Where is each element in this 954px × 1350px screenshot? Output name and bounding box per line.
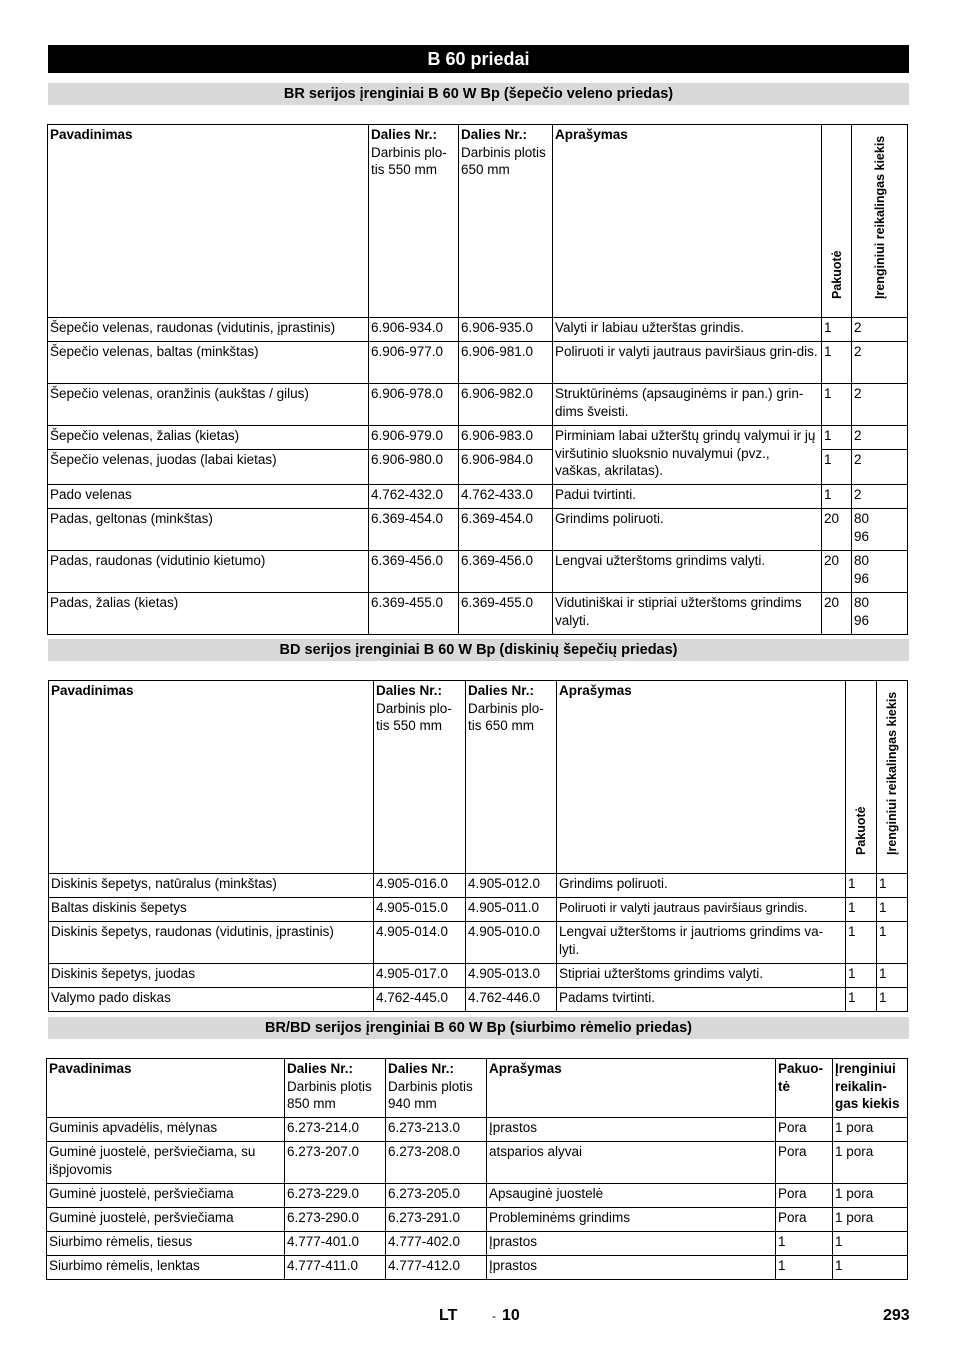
cell-name: Diskinis šepetys, raudonas (vidutinis, įprastinis) [49, 922, 374, 964]
table-header-row [48, 125, 908, 318]
cell-part2: 4.905-012.0 [466, 874, 557, 898]
cell-part1: 4.777-411.0 [285, 1256, 386, 1280]
cell-desc: Įprastos [487, 1256, 776, 1280]
cell-part2: 6.273-205.0 [386, 1184, 487, 1208]
cell-name: Padas, raudonas (vidutinio kietumo) [48, 551, 369, 593]
col-part1-header: Dalies Nr.: Darbinis plotis 850 mm [285, 1059, 386, 1118]
cell-name: Šepečio velenas, juodas (labai kietas) [48, 450, 369, 485]
cell-desc: Poliruoti ir valyti jautraus paviršiaus grindis. [557, 898, 846, 922]
cell-part1: 6.906-978.0 [369, 384, 459, 426]
cell-desc: Probleminėms grindims [487, 1208, 776, 1232]
cell-part1: 6.273-214.0 [285, 1118, 386, 1142]
table-row [48, 593, 908, 635]
cell-pack: 1 [846, 922, 877, 964]
cell-pack: Pora [776, 1208, 833, 1232]
cell-part1: 4.905-017.0 [374, 964, 466, 988]
cell-desc: Grindims poliruoti. [557, 874, 846, 898]
cell-part1: 6.906-979.0 [369, 426, 459, 450]
cell-part1: 6.369-454.0 [369, 509, 459, 551]
cell-part2: 4.905-011.0 [466, 898, 557, 922]
cell-part2: 6.369-456.0 [459, 551, 553, 593]
cell-name: Šepečio velenas, oranžinis (aukštas / gilus) [48, 384, 369, 426]
cell-part2: 4.905-013.0 [466, 964, 557, 988]
cell-pack: 1 [822, 384, 852, 426]
cell-desc: Valyti ir labiau užterštas grindis. [553, 318, 822, 342]
cell-name: Šepečio velenas, raudonas (vidutinis, įprastinis) [48, 318, 369, 342]
cell-name: Baltas diskinis šepetys [49, 898, 374, 922]
cell-desc: Padams tvirtinti. [557, 988, 846, 1012]
cell-part2: 4.762-446.0 [466, 988, 557, 1012]
cell-desc: Įprastos [487, 1232, 776, 1256]
cell-desc: Struktūrinėms (apsauginėms ir pan.) grin-dims šveisti. [553, 384, 822, 426]
cell-part2: 6.906-935.0 [459, 318, 553, 342]
col-qty-header: Įrenginiui reikalingas kiekis [877, 681, 908, 874]
cell-qty: 80 96 [852, 509, 908, 551]
cell-qty: 2 [852, 318, 908, 342]
cell-pack: Pora [776, 1142, 833, 1184]
col-name-header: Pavadinimas [49, 681, 374, 874]
table-row [48, 342, 908, 384]
cell-qty: 2 [852, 426, 908, 450]
cell-part2: 6.369-454.0 [459, 509, 553, 551]
cell-qty: 1 pora [833, 1208, 908, 1232]
cell-pack: Pora [776, 1184, 833, 1208]
cell-part1: 4.905-014.0 [374, 922, 466, 964]
cell-name: Pado velenas [48, 485, 369, 509]
cell-desc: Apsauginė juostelė [487, 1184, 776, 1208]
cell-name: Šepečio velenas, baltas (minkštas) [48, 342, 369, 384]
cell-name: Valymo pado diskas [49, 988, 374, 1012]
cell-part2: 6.906-981.0 [459, 342, 553, 384]
cell-qty: 1 pora [833, 1118, 908, 1142]
section-heading-bd: BD serijos įrenginiai B 60 W Bp (diskinių šepečių priedas) [48, 639, 909, 661]
cell-part1: 6.369-456.0 [369, 551, 459, 593]
cell-part2: 6.906-982.0 [459, 384, 553, 426]
cell-part1: 6.273-229.0 [285, 1184, 386, 1208]
cell-desc: Lengvai užterštoms grindims valyti. [553, 551, 822, 593]
cell-desc: Padui tvirtinti. [553, 485, 822, 509]
table-row [48, 384, 908, 426]
cell-qty: 2 [852, 485, 908, 509]
cell-part2: 6.273-291.0 [386, 1208, 487, 1232]
cell-qty: 1 pora [833, 1142, 908, 1184]
cell-pack: 1 [776, 1232, 833, 1256]
table-row [47, 1208, 908, 1232]
cell-name: Siurbimo rėmelis, tiesus [47, 1232, 285, 1256]
col-pack-header: Pakuotė [846, 681, 877, 874]
table-header-row [47, 1059, 908, 1118]
cell-part1: 6.273-290.0 [285, 1208, 386, 1232]
cell-pack: 1 [846, 964, 877, 988]
section-heading-br: BR serijos įrenginiai B 60 W Bp (šepečio veleno priedas) [48, 83, 909, 105]
cell-pack: 1 [822, 318, 852, 342]
cell-pack: 1 [846, 988, 877, 1012]
cell-name: Diskinis šepetys, juodas [49, 964, 374, 988]
cell-part2: 6.906-983.0 [459, 426, 553, 450]
col-part2-header: Dalies Nr.: Darbinis plotis 940 mm [386, 1059, 487, 1118]
cell-part1: 6.906-980.0 [369, 450, 459, 485]
footer-section-number: 10 [502, 1307, 520, 1324]
cell-qty: 1 [877, 988, 908, 1012]
table-row [48, 551, 908, 593]
cell-part2: 6.273-208.0 [386, 1142, 487, 1184]
cell-part2: 4.777-412.0 [386, 1256, 487, 1280]
cell-qty: 1 [877, 874, 908, 898]
table-row [48, 485, 908, 509]
col-desc-header: Aprašymas [487, 1059, 776, 1118]
cell-part2: 6.273-213.0 [386, 1118, 487, 1142]
cell-pack: 1 [846, 898, 877, 922]
cell-part1: 4.905-016.0 [374, 874, 466, 898]
table-row [48, 426, 908, 450]
cell-qty: 1 [833, 1232, 908, 1256]
table-row [49, 988, 908, 1012]
cell-part1: 6.369-455.0 [369, 593, 459, 635]
table-header-row [49, 681, 908, 874]
cell-pack: 1 [776, 1256, 833, 1280]
cell-desc: Lengvai užterštoms ir jautrioms grindims va-lyti. [557, 922, 846, 964]
col-qty-header: Įrenginiui reikalingas kiekis [852, 125, 908, 318]
footer-page-number: 293 [883, 1307, 910, 1324]
cell-pack: 1 [822, 426, 852, 450]
cell-part2: 6.369-455.0 [459, 593, 553, 635]
cell-pack: 1 [822, 342, 852, 384]
footer-dash: - [492, 1309, 496, 1323]
col-pack-header: Pakuotė [822, 125, 852, 318]
col-part2-header: Dalies Nr.: Darbinis plo-tis 650 mm [466, 681, 557, 874]
cell-qty: 1 pora [833, 1184, 908, 1208]
table-row [49, 964, 908, 988]
cell-qty: 2 [852, 450, 908, 485]
col-part1-header: Dalies Nr.: Darbinis plo-tis 550 mm [369, 125, 459, 318]
suction-frame-table [46, 1058, 908, 1280]
cell-part1: 6.273-207.0 [285, 1142, 386, 1184]
cell-name: Guminė juostelė, peršviečiama [47, 1208, 285, 1232]
footer-language: LT [439, 1307, 458, 1324]
cell-name: Guminė juostelė, peršviečiama, su išpjovomis [47, 1142, 285, 1184]
cell-desc: Poliruoti ir valyti jautraus paviršiaus grin-dis. [553, 342, 822, 384]
table-row [47, 1184, 908, 1208]
cell-desc: Pirminiam labai užterštų grindų valymui ir jų viršutinio sluoksnio nuvalymui (pvz., vaškas, akrilatas). [553, 426, 822, 485]
cell-qty: 1 [833, 1256, 908, 1280]
cell-qty: 2 [852, 342, 908, 384]
col-pack-header: Pakuo-tė [776, 1059, 833, 1118]
cell-qty: 80 96 [852, 593, 908, 635]
cell-qty: 80 96 [852, 551, 908, 593]
cell-name: Siurbimo rėmelis, lenktas [47, 1256, 285, 1280]
cell-part1: 6.906-977.0 [369, 342, 459, 384]
cell-qty: 2 [852, 384, 908, 426]
cell-desc: Grindims poliruoti. [553, 509, 822, 551]
cell-part1: 4.762-445.0 [374, 988, 466, 1012]
cell-name: Diskinis šepetys, natūralus (minkštas) [49, 874, 374, 898]
cell-desc: atsparios alyvai [487, 1142, 776, 1184]
col-qty-header: Įrenginiui reikalin-gas kiekis [833, 1059, 908, 1118]
table-row [49, 874, 908, 898]
cell-name: Guminė juostelė, peršviečiama [47, 1184, 285, 1208]
col-part1-header: Dalies Nr.: Darbinis plo-tis 550 mm [374, 681, 466, 874]
table-row [48, 318, 908, 342]
cell-pack: 20 [822, 551, 852, 593]
table-row [47, 1118, 908, 1142]
table-row [49, 898, 908, 922]
cell-part1: 6.906-934.0 [369, 318, 459, 342]
cell-qty: 1 [877, 898, 908, 922]
col-name-header: Pavadinimas [47, 1059, 285, 1118]
cell-qty: 1 [877, 922, 908, 964]
col-desc-header: Aprašymas [557, 681, 846, 874]
cell-desc: Vidutiniškai ir stipriai užterštoms grindims valyti. [553, 593, 822, 635]
bd-accessories-table [48, 680, 908, 1012]
cell-pack: 1 [846, 874, 877, 898]
cell-part2: 4.777-402.0 [386, 1232, 487, 1256]
section-heading-brbd: BR/BD serijos įrenginiai B 60 W Bp (siurbimo rėmelio priedas) [48, 1017, 909, 1039]
cell-name: Padas, geltonas (minkštas) [48, 509, 369, 551]
br-accessories-table [47, 124, 908, 635]
cell-part1: 4.905-015.0 [374, 898, 466, 922]
cell-part1: 4.762-432.0 [369, 485, 459, 509]
table-row [47, 1232, 908, 1256]
cell-name: Guminis apvadėlis, mėlynas [47, 1118, 285, 1142]
cell-name: Padas, žalias (kietas) [48, 593, 369, 635]
cell-part2: 4.762-433.0 [459, 485, 553, 509]
cell-part2: 6.906-984.0 [459, 450, 553, 485]
col-part2-header: Dalies Nr.: Darbinis plotis 650 mm [459, 125, 553, 318]
cell-pack: 20 [822, 593, 852, 635]
col-name-header: Pavadinimas [48, 125, 369, 318]
cell-pack: 1 [822, 450, 852, 485]
cell-part1: 4.777-401.0 [285, 1232, 386, 1256]
cell-pack: Pora [776, 1118, 833, 1142]
cell-desc: Stipriai užterštoms grindims valyti. [557, 964, 846, 988]
table-row [48, 509, 908, 551]
cell-desc: Įprastos [487, 1118, 776, 1142]
table-row [47, 1256, 908, 1280]
cell-pack: 1 [822, 485, 852, 509]
col-desc-header: Aprašymas [553, 125, 822, 318]
cell-pack: 20 [822, 509, 852, 551]
cell-qty: 1 [877, 964, 908, 988]
table-row [47, 1142, 908, 1184]
cell-name: Šepečio velenas, žalias (kietas) [48, 426, 369, 450]
cell-part2: 4.905-010.0 [466, 922, 557, 964]
page-title: B 60 priedai [48, 45, 909, 73]
table-row [49, 922, 908, 964]
